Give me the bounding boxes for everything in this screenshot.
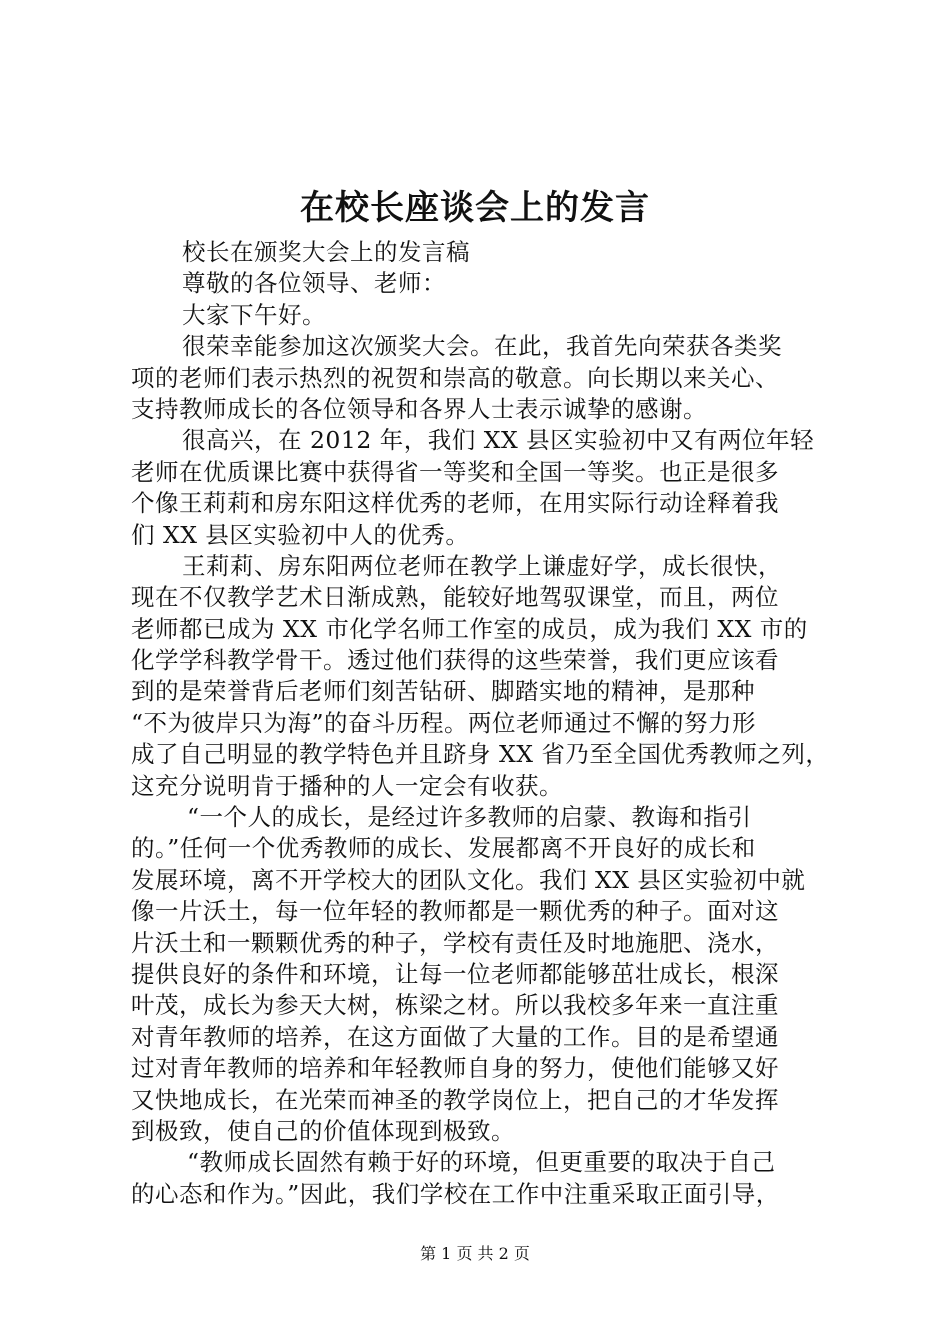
text-line: 支持教师成长的各位领导和各界人士表示诚挚的感谢。 xyxy=(131,394,707,423)
text-line: 老师在优质课比赛中获得省一等奖和全国一等奖。也正是很多 xyxy=(131,457,779,486)
text-line: 发展环境，离不开学校大的团队文化。我们 XX 县区实验初中就 xyxy=(131,865,806,894)
document-body xyxy=(131,237,831,1210)
text-line: 到的是荣誉背后老师们刻苦钻研、脚踏实地的精神，是那种 xyxy=(131,677,755,706)
text-line: “不为彼岸只为海”的奋斗历程。两位老师通过不懈的努力形 xyxy=(131,708,757,737)
text-line: 成了自己明显的教学特色并且跻身 XX 省乃至全国优秀教师之列， xyxy=(131,740,830,769)
text-line: 校长在颁奖大会上的发言稿 xyxy=(182,238,470,266)
document-title: 在校长座谈会上的发言 xyxy=(300,188,650,228)
text-line: 很高兴，在 2012 年，我们 XX 县区实验初中又有两位年轻 xyxy=(182,426,815,455)
text-line: 老师都已成为 XX 市化学名师工作室的成员，成为我们 XX 市的 xyxy=(131,614,808,643)
text-line: 的。”任何一个优秀教师的成长、发展都离不开良好的成长和 xyxy=(131,834,756,863)
text-line: 像一片沃土，每一位年轻的教师都是一颗优秀的种子。面对这 xyxy=(131,897,779,926)
text-line: 又快地成长，在光荣而神圣的教学岗位上，把自己的才华发挥 xyxy=(131,1085,779,1114)
page-footer: 第 1 页 共 2 页 xyxy=(420,1244,530,1263)
text-line: 化学学科教学骨干。透过他们获得的这些荣誉，我们更应该看 xyxy=(131,646,779,675)
text-line: 个像王莉莉和房东阳这样优秀的老师，在用实际行动诠释着我 xyxy=(131,489,779,518)
text-line: 对青年教师的培养，在这方面做了大量的工作。目的是希望通 xyxy=(131,1022,779,1051)
text-line: 尊敬的各位领导、老师： xyxy=(182,269,446,298)
text-line: 叶茂，成长为参天大树，栋梁之材。所以我校多年来一直注重 xyxy=(131,991,779,1020)
text-line: 的心态和作为。”因此，我们学校在工作中注重采取正面引导， xyxy=(131,1179,780,1208)
text-line: 现在不仅教学艺术日渐成熟，能较好地驾驭课堂，而且，两位 xyxy=(131,583,779,612)
text-line: “教师成长固然有赖于好的环境，但更重要的取决于自己 xyxy=(187,1148,776,1177)
text-line: 到极致，使自己的价值体现到极致。 xyxy=(131,1116,515,1145)
text-line: 王莉莉、房东阳两位老师在教学上谦虚好学，成长很快， xyxy=(182,551,782,580)
text-line: “一个人的成长，是经过许多教师的启蒙、教诲和指引 xyxy=(187,803,752,832)
text-line: 们 XX 县区实验初中人的优秀。 xyxy=(131,520,470,549)
text-line: 这充分说明肯于播种的人一定会有收获。 xyxy=(131,771,563,800)
text-line: 提供良好的条件和环境，让每一位老师都能够茁壮成长，根深 xyxy=(131,959,779,988)
text-line: 很荣幸能参加这次颁奖大会。在此，我首先向荣获各类奖 xyxy=(182,332,782,361)
text-line: 大家下午好。 xyxy=(182,300,326,329)
text-line: 项的老师们表示热烈的祝贺和崇高的敬意。向长期以来关心、 xyxy=(131,363,779,392)
text-line: 片沃土和一颗颗优秀的种子，学校有责任及时地施肥、浇水， xyxy=(131,928,779,957)
text-line: 过对青年教师的培养和年轻教师自身的努力，使他们能够又好 xyxy=(131,1054,779,1083)
